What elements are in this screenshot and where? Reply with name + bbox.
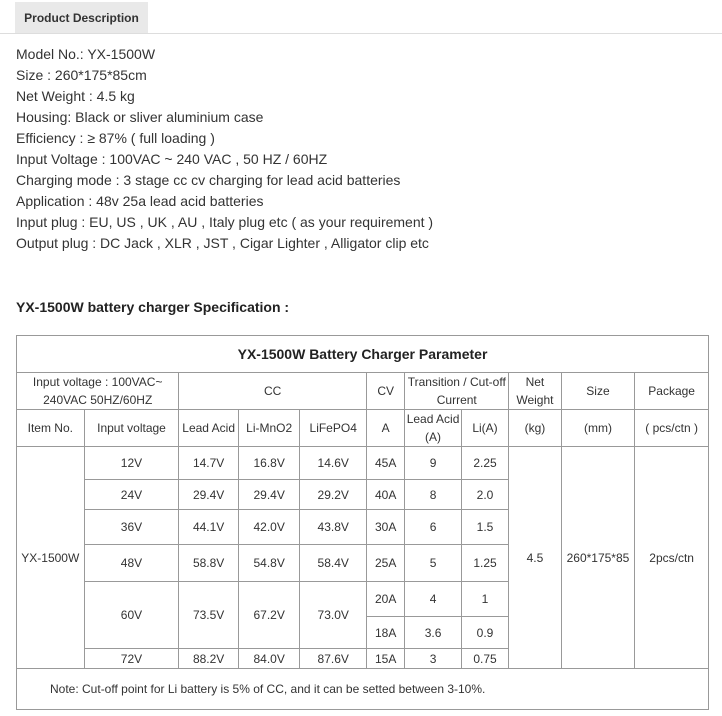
lead-acid-cell: 88.2V [179,649,239,669]
description-line: Housing: Black or sliver aluminium case [16,109,264,125]
lifepo4-cell: 14.6V [300,447,367,480]
header-package: Package [635,373,709,410]
lifepo4-cell: 29.2V [300,480,367,510]
input-voltage-cell: 72V [84,649,179,669]
lead-acid-cell: 58.8V [179,545,239,582]
header-cc: CC [179,373,367,410]
transition-lead-cell: 6 [405,510,461,545]
lead-acid-cell: 44.1V [179,510,239,545]
cv-cell: 25A [366,545,404,582]
package-cell: 2pcs/ctn [635,447,709,669]
li-mno2-cell: 67.2V [238,582,300,649]
transition-lead-cell: 3 [405,649,461,669]
lead-acid-cell: 29.4V [179,480,239,510]
description-line: Input plug : EU, US , UK , AU , Italy plug etc ( as your requirement ) [16,214,434,230]
lead-acid-cell: 73.5V [179,582,239,649]
cv-cell: 30A [366,510,404,545]
header-input-voltage: Input voltage [84,410,179,447]
spec-table [16,335,709,710]
header-size: Size [561,373,635,410]
header-li-a: Li(A) [461,410,508,447]
transition-li-cell: 0.9 [461,617,508,649]
header-cv-unit: A [366,410,404,447]
transition-lead-cell: 5 [405,545,461,582]
li-mno2-cell: 42.0V [238,510,300,545]
header-pcs: ( pcs/ctn ) [635,410,709,447]
li-mno2-cell: 29.4V [238,480,300,510]
header-mm: (mm) [561,410,635,447]
item-no-cell: YX-1500W [17,447,85,669]
description-list [16,44,433,254]
transition-li-cell: 1.5 [461,510,508,545]
cv-cell: 20A [366,582,404,617]
lifepo4-cell: 58.4V [300,545,367,582]
transition-li-cell: 2.25 [461,447,508,480]
description-line: Charging mode : 3 stage cc cv charging for lead acid batteries [16,172,401,188]
input-voltage-cell: 48V [84,545,179,582]
lifepo4-cell: 43.8V [300,510,367,545]
table-title: YX-1500W Battery Charger Parameter [17,336,709,373]
li-mno2-cell: 16.8V [238,447,300,480]
description-line: Size : 260*175*85cm [16,67,147,83]
tab-bar [0,0,722,34]
header-input-voltage-range: Input voltage : 100VAC~ 240VAC 50HZ/60HZ [17,373,179,410]
lifepo4-cell: 87.6V [300,649,367,669]
transition-li-cell: 0.75 [461,649,508,669]
transition-li-cell: 2.0 [461,480,508,510]
description-line: Model No.: YX-1500W [16,46,156,62]
input-voltage-cell: 60V [84,582,179,649]
description-line: Efficiency : ≥ 87% ( full loading ) [16,130,215,146]
description-line: Output plug : DC Jack , XLR , JST , Cigar Lighter , Alligator clip etc [16,235,429,251]
header-lead-acid: Lead Acid [179,410,239,447]
description-line: Net Weight : 4.5 kg [16,88,135,104]
size-cell: 260*175*85 [561,447,635,669]
description-line: Input Voltage : 100VAC ~ 240 VAC , 50 HZ / 60HZ [16,151,328,167]
lead-acid-cell: 14.7V [179,447,239,480]
li-mno2-cell: 84.0V [238,649,300,669]
header-lead-acid-a: Lead Acid (A) [405,410,461,447]
tab-product-description[interactable]: Product Description [15,2,148,33]
table-note: Note: Cut-off point for Li battery is 5% of CC, and it can be setted between 3-10%. [17,669,709,710]
input-voltage-cell: 36V [84,510,179,545]
transition-li-cell: 1.25 [461,545,508,582]
input-voltage-cell: 12V [84,447,179,480]
header-lifepo4: LiFePO4 [300,410,367,447]
cv-cell: 45A [366,447,404,480]
header-cv: CV [366,373,404,410]
header-net-weight: Net Weight [509,373,561,410]
net-weight-cell: 4.5 [509,447,561,669]
cv-cell: 18A [366,617,404,649]
cv-cell: 15A [366,649,404,669]
lifepo4-cell: 73.0V [300,582,367,649]
header-item-no: Item No. [17,410,85,447]
description-line: Application : 48v 25a lead acid batteries [16,193,264,209]
header-transition: Transition / Cut-off Current [405,373,509,410]
transition-li-cell: 1 [461,582,508,617]
header-li-mno2: Li-MnO2 [238,410,300,447]
table-row [17,447,709,480]
header-kg: (kg) [509,410,561,447]
transition-lead-cell: 9 [405,447,461,480]
input-voltage-cell: 24V [84,480,179,510]
transition-lead-cell: 3.6 [405,617,461,649]
transition-lead-cell: 4 [405,582,461,617]
transition-lead-cell: 8 [405,480,461,510]
spec-title: YX-1500W battery charger Specification : [16,299,290,315]
cv-cell: 40A [366,480,404,510]
li-mno2-cell: 54.8V [238,545,300,582]
